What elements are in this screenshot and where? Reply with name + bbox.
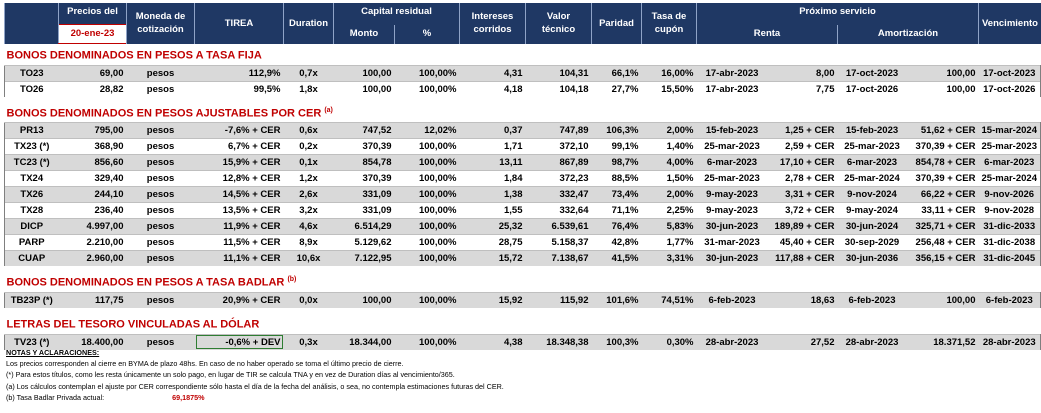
table-cell: 17-abr-2023 xyxy=(697,65,768,81)
table-row xyxy=(5,292,1041,308)
table-cell: 117,75 xyxy=(59,292,127,308)
table-cell: 88,5% xyxy=(592,171,642,187)
table-cell: 5.158,37 xyxy=(526,235,592,251)
table-cell: 4,6x xyxy=(284,219,334,235)
header-empty xyxy=(5,3,59,25)
table-cell: pesos xyxy=(127,65,195,81)
bonds-table xyxy=(4,3,1041,350)
table-cell: 2,6x xyxy=(284,187,334,203)
table-cell: 104,18 xyxy=(526,81,592,97)
table-row xyxy=(5,65,1041,81)
table-cell: 74,51% xyxy=(642,292,697,308)
table-cell: 25-mar-2023 xyxy=(697,171,768,187)
table-cell: 331,09 xyxy=(334,203,395,219)
table-cell: 6-feb-2023 xyxy=(979,292,1041,308)
table-cell: 71,1% xyxy=(592,203,642,219)
table-cell: 3,31 + CER xyxy=(768,187,838,203)
ticker-cell: TX24 xyxy=(5,171,59,187)
table-cell: 1,38 xyxy=(460,187,526,203)
table-cell: 17-oct-2026 xyxy=(838,81,907,97)
table-cell: 1,77% xyxy=(642,235,697,251)
table-cell: 100,00 xyxy=(334,65,395,81)
table-row xyxy=(5,81,1041,97)
table-cell: 4,00% xyxy=(642,155,697,171)
table-row xyxy=(5,139,1041,155)
table-row xyxy=(5,123,1041,139)
header-intereses: Intereses corridos xyxy=(460,3,526,44)
table-cell: pesos xyxy=(127,235,195,251)
table-cell: 5,83% xyxy=(642,219,697,235)
table-cell: 370,39 xyxy=(334,171,395,187)
table-cell: 331,09 xyxy=(334,187,395,203)
table-cell: 9-may-2023 xyxy=(697,203,768,219)
table-cell: 28-abr-2023 xyxy=(697,334,768,350)
table-cell: 99,1% xyxy=(592,139,642,155)
table-cell: 2,78 + CER xyxy=(768,171,838,187)
section-footnote-mark: (b) xyxy=(287,276,297,284)
table-cell: 31-dic-2038 xyxy=(979,235,1041,251)
table-cell: 115,92 xyxy=(526,292,592,308)
table-cell: 17-abr-2023 xyxy=(697,81,768,97)
table-cell: 0,30% xyxy=(642,334,697,350)
ticker-cell: CUAP xyxy=(5,251,59,267)
table-cell: 329,40 xyxy=(59,171,127,187)
table-cell: pesos xyxy=(127,81,195,97)
table-cell: 100,00 xyxy=(907,65,979,81)
table-cell: 30-sep-2029 xyxy=(838,235,907,251)
table-cell: 325,71 + CER xyxy=(907,219,979,235)
table-cell: 31-dic-2033 xyxy=(979,219,1041,235)
table-row xyxy=(5,187,1041,203)
section-header xyxy=(5,313,1041,334)
note-badlar xyxy=(6,392,1006,403)
ticker-cell: TO23 xyxy=(5,65,59,81)
table-cell: 33,11 + CER xyxy=(907,203,979,219)
table-cell: 0,37 xyxy=(460,123,526,139)
table-cell: 100,3% xyxy=(592,334,642,350)
table-cell: 2,59 + CER xyxy=(768,139,838,155)
table-cell: 17-oct-2026 xyxy=(979,81,1041,97)
header-duration: Duration xyxy=(284,3,334,44)
header-moneda: Moneda de cotización xyxy=(127,3,195,44)
header-row-1 xyxy=(5,3,1041,25)
table-row xyxy=(5,203,1041,219)
table-cell: 100,00% xyxy=(395,171,460,187)
section-header xyxy=(5,44,1041,66)
table-cell: 8,00 xyxy=(768,65,838,81)
table-cell: 100,00% xyxy=(395,139,460,155)
table-cell: 112,9% xyxy=(195,65,284,81)
table-cell: 100,00% xyxy=(395,65,460,81)
table-cell: pesos xyxy=(127,334,195,350)
table-cell: 25-mar-2024 xyxy=(838,171,907,187)
table-cell: 9-nov-2026 xyxy=(979,187,1041,203)
table-cell: 2,25% xyxy=(642,203,697,219)
table-cell: 2,00% xyxy=(642,123,697,139)
table-cell: 15-mar-2024 xyxy=(979,123,1041,139)
table-cell: 30-jun-2036 xyxy=(838,251,907,267)
table-cell: 1,8x xyxy=(284,81,334,97)
table-cell: 15,50% xyxy=(642,81,697,97)
table-cell: 1,2x xyxy=(284,171,334,187)
table-cell: 106,3% xyxy=(592,123,642,139)
header-valor: Valor técnico xyxy=(526,3,592,44)
note-line: (a) Los cálculos contemplan el ajuste por CER correspondiente sólo hasta el día de la fecha del análisis, o sea, no contempla estimaciones futuras del CER. xyxy=(6,381,504,391)
table-cell: 356,15 + CER xyxy=(907,251,979,267)
table-cell: 100,00% xyxy=(395,292,460,308)
table-cell: 256,48 + CER xyxy=(907,235,979,251)
table-cell: 0,7x xyxy=(284,65,334,81)
table-cell: 2,00% xyxy=(642,187,697,203)
table-cell: 66,22 + CER xyxy=(907,187,979,203)
table-cell: 10,6x xyxy=(284,251,334,267)
ticker-cell: TO26 xyxy=(5,81,59,97)
table-cell: 244,10 xyxy=(59,187,127,203)
table-cell: 332,47 xyxy=(526,187,592,203)
ticker-cell: TX26 xyxy=(5,187,59,203)
section-title xyxy=(5,271,1041,292)
table-cell: 9-may-2024 xyxy=(838,203,907,219)
table-cell: 100,00 xyxy=(907,292,979,308)
table-cell: 6-mar-2023 xyxy=(979,155,1041,171)
table-cell: 100,00% xyxy=(395,187,460,203)
table-cell: 100,00% xyxy=(395,219,460,235)
table-cell: 7.122,95 xyxy=(334,251,395,267)
table-cell: 6.539,61 xyxy=(526,219,592,235)
table-cell: 18.400,00 xyxy=(59,334,127,350)
table-cell: 7,75 xyxy=(768,81,838,97)
notes xyxy=(6,347,1006,403)
table-cell: 1,84 xyxy=(460,171,526,187)
table-cell: 11,9% + CER xyxy=(195,219,284,235)
notes-title: NOTAS Y ACLARACIONES: xyxy=(6,348,100,357)
table-cell: 9-nov-2028 xyxy=(979,203,1041,219)
table-cell: 28-abr-2023 xyxy=(979,334,1041,350)
ticker-cell: TX28 xyxy=(5,203,59,219)
table-cell: 747,52 xyxy=(334,123,395,139)
table-cell: pesos xyxy=(127,155,195,171)
table-cell: 69,00 xyxy=(59,65,127,81)
header-empty-2 xyxy=(5,25,59,44)
table-row xyxy=(5,251,1041,267)
table-cell: 12,8% + CER xyxy=(195,171,284,187)
table-cell: 2.960,00 xyxy=(59,251,127,267)
table-cell: 30-jun-2023 xyxy=(697,219,768,235)
table-cell: 11,5% + CER xyxy=(195,235,284,251)
table-cell: 0,0x xyxy=(284,292,334,308)
table-cell: 372,10 xyxy=(526,139,592,155)
section-title-text: BONOS DENOMINADOS EN PESOS A TASA BADLAR xyxy=(6,276,285,289)
table-cell: 3,2x xyxy=(284,203,334,219)
table-cell: 100,00% xyxy=(395,235,460,251)
table-cell: 31-dic-2045 xyxy=(979,251,1041,267)
section-title-text: BONOS DENOMINADOS EN PESOS A TASA FIJA xyxy=(6,49,262,62)
table-cell: 25-mar-2023 xyxy=(979,139,1041,155)
table-cell: 18.344,00 xyxy=(334,334,395,350)
table-cell: 372,23 xyxy=(526,171,592,187)
table-cell: 15-feb-2023 xyxy=(697,123,768,139)
table-cell: 7.138,67 xyxy=(526,251,592,267)
table-cell: 30-jun-2024 xyxy=(838,219,907,235)
ticker-cell: DICP xyxy=(5,219,59,235)
header-tasa: Tasa de cupón xyxy=(642,3,697,44)
table-cell: 101,6% xyxy=(592,292,642,308)
ticker-cell: TB23P (*) xyxy=(5,292,59,308)
table-cell: 17-oct-2023 xyxy=(979,65,1041,81)
table-cell: 4,18 xyxy=(460,81,526,97)
table-cell: 6,7% + CER xyxy=(195,139,284,155)
header-tirea: TIREA xyxy=(195,3,284,44)
table-cell: 332,64 xyxy=(526,203,592,219)
table-cell: 17-oct-2023 xyxy=(838,65,907,81)
header-venc: Vencimiento xyxy=(979,3,1041,44)
table-cell: 1,55 xyxy=(460,203,526,219)
section-title xyxy=(5,44,1041,66)
table-cell: pesos xyxy=(127,251,195,267)
table-cell: 27,52 xyxy=(768,334,838,350)
table-cell: 100,00% xyxy=(395,203,460,219)
table-cell: 368,90 xyxy=(59,139,127,155)
table-cell: 4.997,00 xyxy=(59,219,127,235)
table-cell: 854,78 + CER xyxy=(907,155,979,171)
table-cell: 66,1% xyxy=(592,65,642,81)
table-cell: 1,25 + CER xyxy=(768,123,838,139)
table-cell: 30-jun-2023 xyxy=(697,251,768,267)
table-cell: pesos xyxy=(127,187,195,203)
table-cell: pesos xyxy=(127,171,195,187)
note-line: Los precios corresponden al cierre en BYMA de plazo 48hs. En caso de no haber operado se toma el último precio de cierre. xyxy=(6,359,404,369)
ticker-cell: TV23 (*) xyxy=(5,334,59,350)
table-cell: pesos xyxy=(127,219,195,235)
ticker-cell: PARP xyxy=(5,235,59,251)
header-proximo: Próximo servicio xyxy=(697,3,979,25)
section-header xyxy=(5,102,1041,123)
table-cell: 51,62 + CER xyxy=(907,123,979,139)
table-cell: 6-mar-2023 xyxy=(697,155,768,171)
table-cell: 28,82 xyxy=(59,81,127,97)
table-cell: 867,89 xyxy=(526,155,592,171)
section-title xyxy=(5,102,1041,123)
header-amort: Amortización xyxy=(838,25,979,44)
table-cell: 856,60 xyxy=(59,155,127,171)
section-header xyxy=(5,271,1041,292)
table-cell: 15,9% + CER xyxy=(195,155,284,171)
table-cell: 45,40 + CER xyxy=(768,235,838,251)
table-cell: 5.129,62 xyxy=(334,235,395,251)
table-cell: 18.371,52 xyxy=(907,334,979,350)
table-cell: -0,6% + DEV xyxy=(195,334,284,350)
table-cell: 370,39 + CER xyxy=(907,171,979,187)
table-cell: 100,00% xyxy=(395,251,460,267)
table-cell: 99,5% xyxy=(195,81,284,97)
table-cell: 9-may-2023 xyxy=(697,187,768,203)
table-cell: 41,5% xyxy=(592,251,642,267)
header-capital: Capital residual xyxy=(334,3,460,25)
section-title xyxy=(5,313,1041,334)
table-cell: pesos xyxy=(127,123,195,139)
section-title-text: BONOS DENOMINADOS EN PESOS AJUSTABLES POR CER xyxy=(6,107,322,120)
table-cell: pesos xyxy=(127,203,195,219)
header-renta: Renta xyxy=(697,25,838,44)
table-cell: 9-nov-2024 xyxy=(838,187,907,203)
header-fecha: 20-ene-23 xyxy=(59,25,127,44)
table-cell: 18.348,38 xyxy=(526,334,592,350)
table-cell: 1,40% xyxy=(642,139,697,155)
table-cell: 6.514,29 xyxy=(334,219,395,235)
table-cell: 17,10 + CER xyxy=(768,155,838,171)
header-paridad: Paridad xyxy=(592,3,642,44)
table-cell: 189,89 + CER xyxy=(768,219,838,235)
table-cell: 2.210,00 xyxy=(59,235,127,251)
table-cell: 6-feb-2023 xyxy=(697,292,768,308)
note-line: (*) Para estos títulos, como les resta únicamente un solo pago, en lugar de TIR se calcula TNA y en vez de Duration días al vencimiento/365. xyxy=(6,370,455,380)
table-cell: 0,1x xyxy=(284,155,334,171)
bonds-body xyxy=(5,44,1041,350)
table-cell: 236,40 xyxy=(59,203,127,219)
table-cell: 25-mar-2023 xyxy=(697,139,768,155)
table-cell: 0,3x xyxy=(284,334,334,350)
ticker-cell: TX23 (*) xyxy=(5,139,59,155)
table-cell: 42,8% xyxy=(592,235,642,251)
table-cell: 25-mar-2023 xyxy=(838,139,907,155)
table-cell: 14,5% + CER xyxy=(195,187,284,203)
table-cell: pesos xyxy=(127,292,195,308)
table-cell: 747,89 xyxy=(526,123,592,139)
table-cell: 3,31% xyxy=(642,251,697,267)
table-cell: 15-feb-2023 xyxy=(838,123,907,139)
section-footnote-mark: (a) xyxy=(324,106,333,114)
table-cell: 117,88 + CER xyxy=(768,251,838,267)
table-cell: 4,31 xyxy=(460,65,526,81)
table-cell: 12,02% xyxy=(395,123,460,139)
table-cell: 104,31 xyxy=(526,65,592,81)
table-cell: 11,1% + CER xyxy=(195,251,284,267)
table-cell: 16,00% xyxy=(642,65,697,81)
table-cell: 98,7% xyxy=(592,155,642,171)
table-cell: 25,32 xyxy=(460,219,526,235)
table-cell: 13,5% + CER xyxy=(195,203,284,219)
table-cell: 0,6x xyxy=(284,123,334,139)
table-row xyxy=(5,171,1041,187)
table-cell: 100,00 xyxy=(907,81,979,97)
table-cell: 27,7% xyxy=(592,81,642,97)
badlar-value: 69,1875% xyxy=(172,392,205,402)
header-precios: Precios del xyxy=(59,3,127,25)
header-monto: Monto xyxy=(334,25,395,44)
table-cell: 1,71 xyxy=(460,139,526,155)
table-cell: 4,38 xyxy=(460,334,526,350)
table-cell: pesos xyxy=(127,139,195,155)
table-cell: 100,00 xyxy=(334,292,395,308)
table-cell: 20,9% + CER xyxy=(195,292,284,308)
table-cell: 15,72 xyxy=(460,251,526,267)
ticker-cell: PR13 xyxy=(5,123,59,139)
table-row xyxy=(5,155,1041,171)
ticker-cell: TC23 (*) xyxy=(5,155,59,171)
table-row xyxy=(5,219,1041,235)
table-cell: 6-feb-2023 xyxy=(838,292,907,308)
table-cell: 76,4% xyxy=(592,219,642,235)
table-cell: 1,50% xyxy=(642,171,697,187)
table-cell: 854,78 xyxy=(334,155,395,171)
table-cell: 100,00% xyxy=(395,155,460,171)
table-cell: 0,2x xyxy=(284,139,334,155)
header-pct: % xyxy=(395,25,460,44)
table-cell: 370,39 xyxy=(334,139,395,155)
table-cell: 28-abr-2023 xyxy=(838,334,907,350)
table-cell: 8,9x xyxy=(284,235,334,251)
table-cell: -7,6% + CER xyxy=(195,123,284,139)
table-cell: 370,39 + CER xyxy=(907,139,979,155)
table-cell: 18,63 xyxy=(768,292,838,308)
table-cell: 3,72 + CER xyxy=(768,203,838,219)
table-cell: 31-mar-2023 xyxy=(697,235,768,251)
table-cell: 73,4% xyxy=(592,187,642,203)
table-row xyxy=(5,235,1041,251)
table-cell: 100,00% xyxy=(395,81,460,97)
table-cell: 15,92 xyxy=(460,292,526,308)
table-cell: 13,11 xyxy=(460,155,526,171)
table-cell: 100,00 xyxy=(334,81,395,97)
table-cell: 28,75 xyxy=(460,235,526,251)
table-cell: 795,00 xyxy=(59,123,127,139)
table-cell: 25-mar-2024 xyxy=(979,171,1041,187)
section-title-text: LETRAS DEL TESORO VINCULADAS AL DÓLAR xyxy=(6,318,260,331)
badlar-label: (b) Tasa Badlar Privada actual: xyxy=(6,392,105,402)
table-cell: 100,00% xyxy=(395,334,460,350)
table-cell: 6-mar-2023 xyxy=(838,155,907,171)
